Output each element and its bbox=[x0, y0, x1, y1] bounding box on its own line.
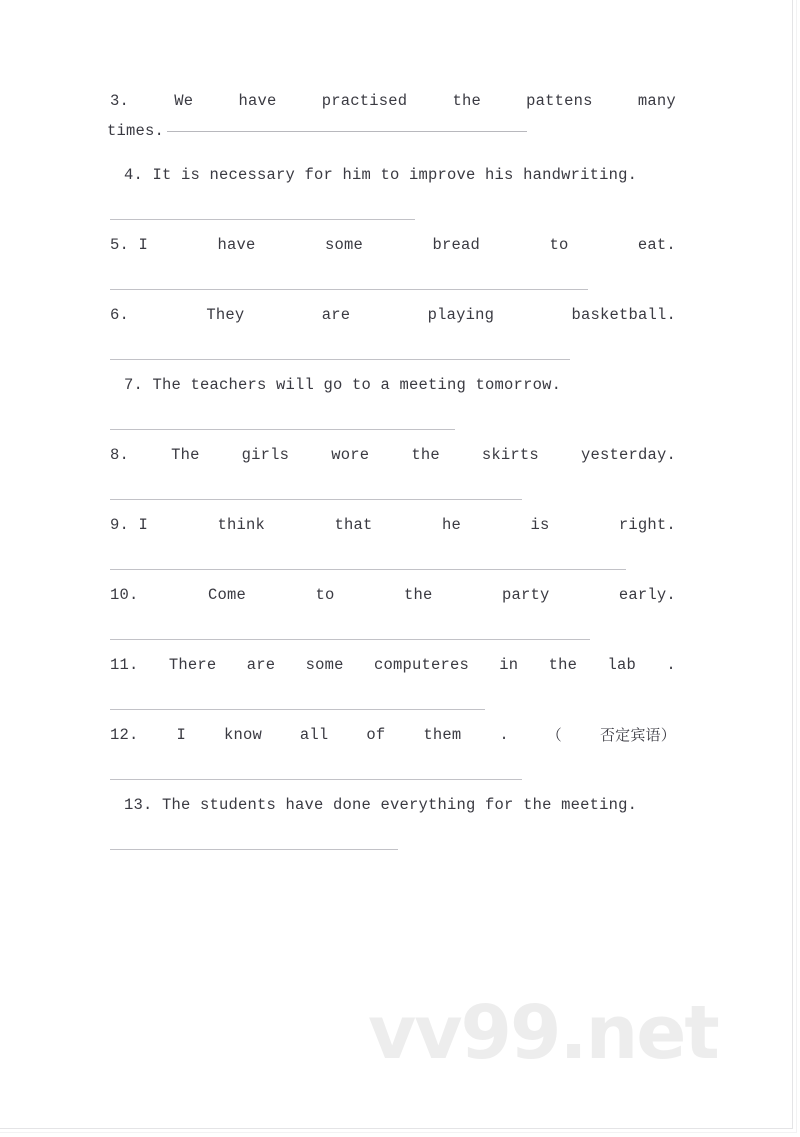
item-number: 8. bbox=[110, 446, 130, 464]
answer-blank-slot[interactable] bbox=[110, 820, 676, 860]
sentence-word: many bbox=[637, 92, 676, 110]
sentence-word: I bbox=[176, 726, 186, 744]
answer-blank-rule[interactable] bbox=[110, 569, 626, 570]
sentence-word: the bbox=[452, 92, 481, 110]
exercise-sentence bbox=[110, 720, 676, 750]
sentence-word: The bbox=[171, 446, 200, 464]
sentence-word: . bbox=[499, 726, 509, 744]
sentence-continuation bbox=[107, 116, 676, 146]
sentence-word: that bbox=[334, 516, 373, 534]
sentence-word: lab bbox=[607, 656, 637, 674]
sentence-word: to bbox=[315, 586, 335, 604]
item-number: 10. bbox=[110, 586, 139, 604]
item-number: 11. bbox=[110, 656, 139, 674]
exercise-sentence bbox=[110, 580, 676, 610]
answer-blank-rule[interactable] bbox=[110, 219, 415, 220]
sentence-word: to bbox=[549, 236, 569, 254]
item-spacer bbox=[110, 146, 676, 160]
answer-blank-slot[interactable] bbox=[110, 260, 676, 300]
item-number: 3. bbox=[110, 92, 130, 110]
exercise-sentence bbox=[110, 300, 676, 330]
exercise-sentence bbox=[110, 230, 676, 260]
sentence-word: bread bbox=[432, 236, 480, 254]
item-number: 6. bbox=[110, 306, 130, 324]
sentence-word: skirts bbox=[481, 446, 539, 464]
sentence-word: the bbox=[548, 656, 578, 674]
answer-blank-slot[interactable] bbox=[110, 400, 676, 440]
answer-blank-rule[interactable] bbox=[110, 359, 570, 360]
exercise-item bbox=[107, 86, 676, 160]
sentence-word: Come bbox=[207, 586, 246, 604]
exercise-sentence bbox=[110, 650, 676, 680]
item-number: 5. I bbox=[110, 236, 149, 254]
sentence-word: times. bbox=[107, 122, 165, 140]
sentence-word: them bbox=[423, 726, 462, 744]
exercise-sentence: 7. The teachers will go to a meeting tomorrow. bbox=[124, 376, 562, 394]
sentence-word: some bbox=[305, 656, 344, 674]
sentence-word: think bbox=[217, 516, 265, 534]
sentence-word: girls bbox=[241, 446, 290, 464]
sentence-word: There bbox=[168, 656, 217, 674]
exercise-sentence: 13. The students have done everything for the meeting. bbox=[124, 796, 638, 814]
sentence-word: have bbox=[238, 92, 277, 110]
exercise-item bbox=[110, 230, 676, 300]
answer-blank-rule[interactable] bbox=[167, 131, 527, 132]
answer-blank-rule[interactable] bbox=[110, 849, 398, 850]
sentence-word: know bbox=[223, 726, 262, 744]
answer-blank-slot[interactable] bbox=[110, 470, 676, 510]
sentence-word: （ bbox=[546, 726, 562, 744]
exercise-item bbox=[110, 370, 676, 440]
sentence-word: . bbox=[666, 656, 676, 674]
sentence-word: basketball. bbox=[571, 306, 676, 324]
sentence-word: eat. bbox=[637, 236, 676, 254]
sentence-word: 否定宾语） bbox=[599, 726, 676, 744]
sentence-word: playing bbox=[427, 306, 495, 324]
exercise-item bbox=[110, 790, 676, 860]
answer-blank-rule[interactable] bbox=[110, 709, 485, 710]
answer-blank-rule[interactable] bbox=[110, 289, 588, 290]
sentence-word: practised bbox=[321, 92, 408, 110]
exercise-item bbox=[110, 160, 676, 230]
sentence-word: yesterday. bbox=[580, 446, 676, 464]
item-number: 12. bbox=[110, 726, 139, 744]
sentence-word: are bbox=[246, 656, 276, 674]
exercise-list bbox=[107, 86, 676, 860]
sentence-word: the bbox=[403, 586, 433, 604]
exercise-sentence bbox=[110, 440, 676, 470]
exercise-item bbox=[110, 440, 676, 510]
exercise-item bbox=[110, 510, 676, 580]
sentence-word: computeres bbox=[373, 656, 469, 674]
sentence-word: are bbox=[321, 306, 351, 324]
sentence-word: wore bbox=[331, 446, 370, 464]
exercise-item bbox=[110, 300, 676, 370]
exercise-sentence bbox=[110, 86, 676, 116]
sentence-word: We bbox=[174, 92, 194, 110]
item-number: 9. I bbox=[110, 516, 149, 534]
exercise-item bbox=[110, 720, 676, 790]
exercise-sentence bbox=[110, 510, 676, 540]
answer-blank-rule[interactable] bbox=[110, 779, 522, 780]
sentence-word: early. bbox=[618, 586, 676, 604]
sentence-word: party bbox=[501, 586, 550, 604]
exercise-item bbox=[110, 650, 676, 720]
sentence-word: in bbox=[499, 656, 519, 674]
answer-blank-rule[interactable] bbox=[110, 639, 590, 640]
answer-blank-rule[interactable] bbox=[110, 499, 522, 500]
sentence-word: They bbox=[206, 306, 245, 324]
answer-blank-slot[interactable] bbox=[110, 750, 676, 790]
sentence-word: of bbox=[366, 726, 386, 744]
answer-blank-slot[interactable] bbox=[110, 610, 676, 650]
answer-blank-slot[interactable] bbox=[110, 680, 676, 720]
exercise-item bbox=[110, 580, 676, 650]
sentence-word: is bbox=[530, 516, 550, 534]
sentence-word: have bbox=[217, 236, 256, 254]
sentence-word: the bbox=[411, 446, 440, 464]
sentence-word: he bbox=[441, 516, 461, 534]
answer-blank-slot[interactable] bbox=[110, 330, 676, 370]
sentence-word: some bbox=[324, 236, 363, 254]
site-watermark: vv99.net bbox=[368, 990, 718, 1076]
sentence-word: pattens bbox=[526, 92, 593, 110]
exercise-sentence: 4. It is necessary for him to improve his handwriting. bbox=[124, 166, 638, 184]
sentence-word: all bbox=[299, 726, 329, 744]
answer-blank-slot[interactable] bbox=[110, 540, 676, 580]
answer-blank-rule[interactable] bbox=[110, 429, 455, 430]
answer-blank-slot[interactable] bbox=[110, 190, 676, 230]
sentence-word: right. bbox=[618, 516, 676, 534]
